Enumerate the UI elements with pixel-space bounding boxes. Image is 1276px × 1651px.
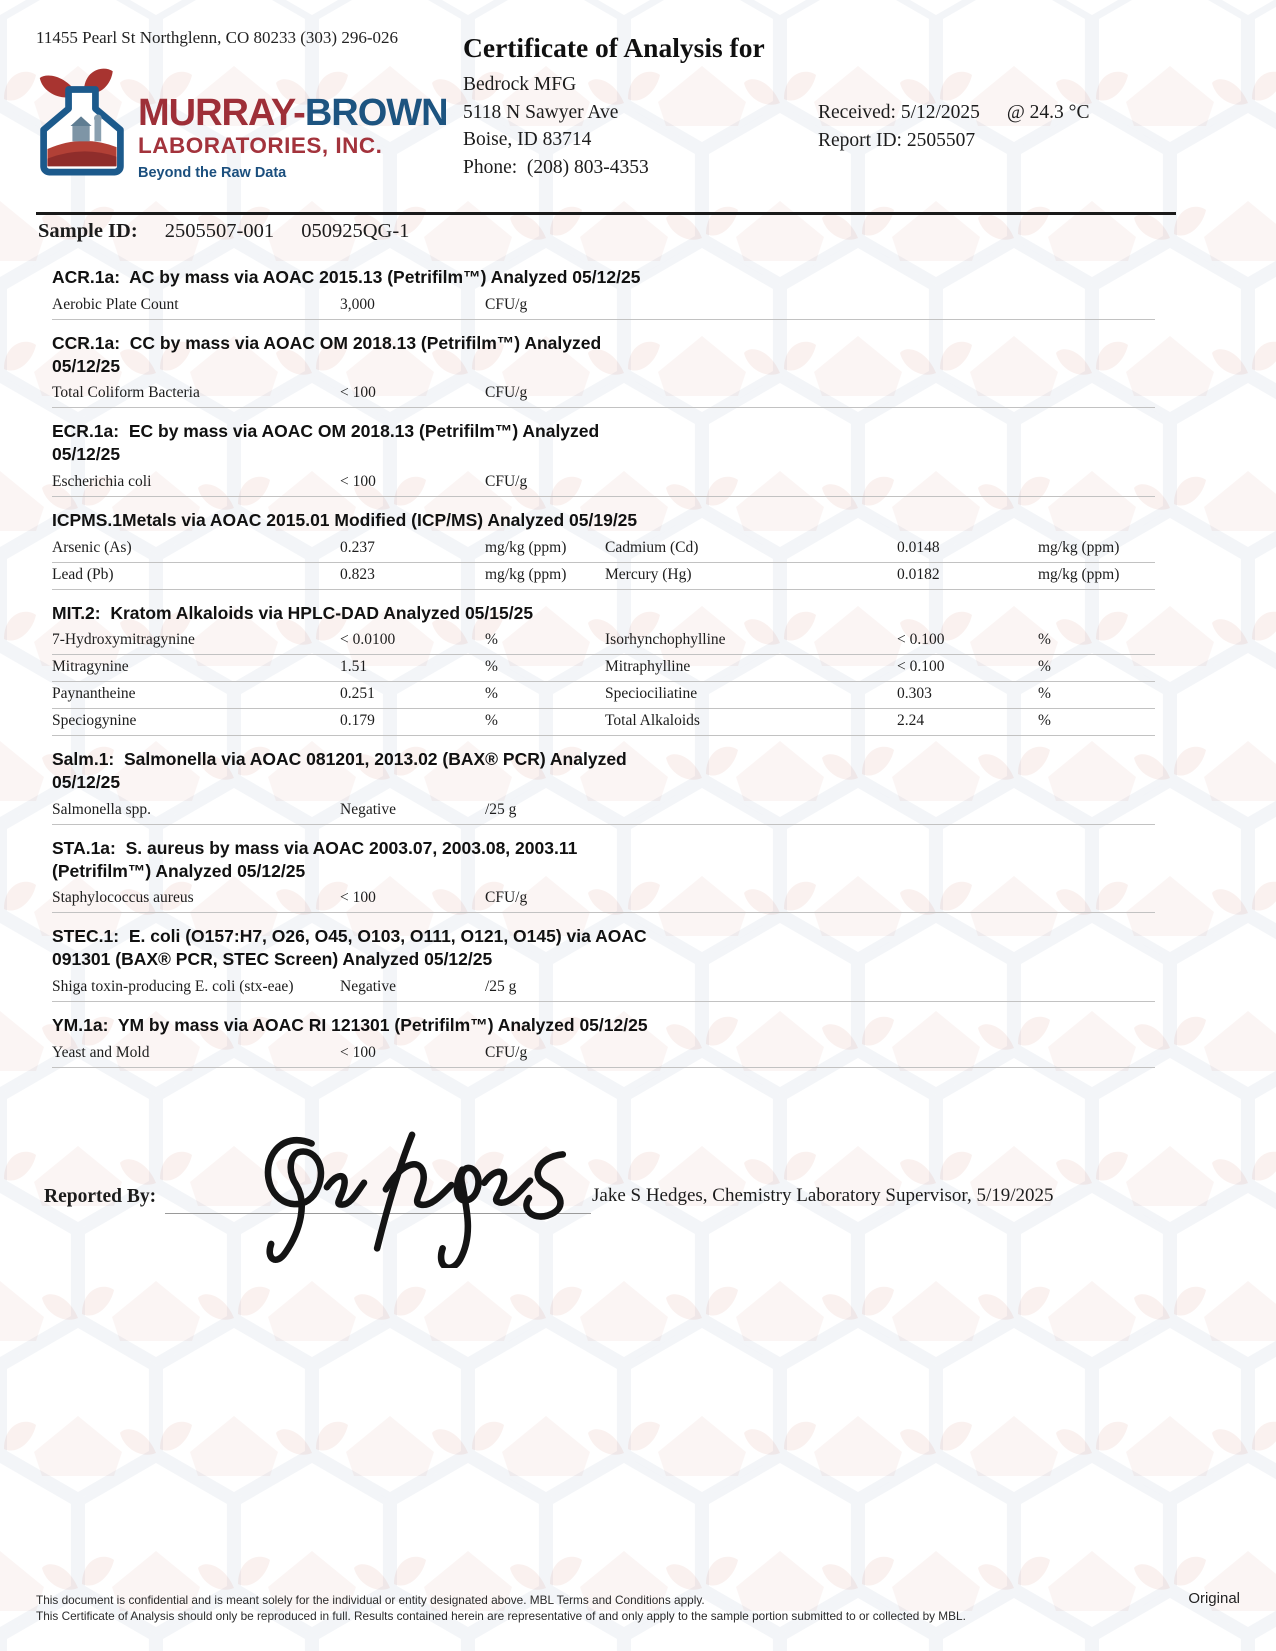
received-temp: @ 24.3 °C <box>1006 102 1090 123</box>
result-unit: % <box>485 631 498 649</box>
signer-title-line: Jake S Hedges, Chemistry Laboratory Supervisor, 5/19/2025 <box>592 1185 1054 1206</box>
certificate-header <box>463 32 765 182</box>
report-id-value: 2505507 <box>906 129 976 151</box>
section-title: STA.1a: S. aureus by mass via AOAC 2003.07, 2003.08, 2003.11 (Petrifilm™) Analyzed 05/12/25 <box>52 837 583 881</box>
result-row <box>52 798 1155 825</box>
result-unit: % <box>1038 685 1051 703</box>
result-row <box>52 293 1155 320</box>
report-id-line <box>818 127 1089 155</box>
received-date: 5/12/2025 <box>900 102 980 123</box>
lab-name-part1: MURRAY- <box>138 92 305 134</box>
result-value: 0.0182 <box>897 565 940 583</box>
analyte-name: Staphylococcus aureus <box>52 889 194 907</box>
analyte-name: Mitraphylline <box>605 658 691 676</box>
analysis-section <box>52 254 1155 320</box>
sections <box>52 254 1155 1068</box>
original-label: Original <box>1188 1590 1240 1607</box>
analyte-name: Mitragynine <box>52 658 129 676</box>
header-divider <box>36 212 1176 215</box>
lab-logo-text <box>138 66 448 191</box>
analysis-section <box>52 497 1155 590</box>
section-title: ICPMS.1Metals via AOAC 2015.01 Modified (ICP/MS) Analyzed 05/19/25 <box>52 509 638 530</box>
section-title: MIT.2: Kratom Alkaloids via HPLC-DAD Analyzed 05/15/25 <box>52 602 534 623</box>
result-value: < 0.0100 <box>340 631 396 649</box>
section-title: ACR.1a: AC by mass via AOAC 2015.13 (Petrifilm™) Analyzed 05/12/25 <box>52 267 641 287</box>
result-value: < 100 <box>340 889 376 907</box>
result-unit: CFU/g <box>485 472 528 490</box>
lab-address-line: 11455 Pearl St Northglenn, CO 80233 (303) 296-026 <box>36 28 399 47</box>
lab-tagline: Beyond the Raw Data <box>138 165 287 181</box>
analysis-section <box>52 408 1155 497</box>
result-value: Negative <box>340 800 396 818</box>
result-row <box>52 655 1155 682</box>
result-unit: /25 g <box>485 800 517 818</box>
result-value: < 100 <box>340 384 376 402</box>
analysis-section <box>52 913 1155 1002</box>
result-value: < 0.100 <box>897 631 945 649</box>
result-unit: CFU/g <box>485 889 528 907</box>
reported-by-label: Reported By: <box>44 1186 157 1207</box>
result-value: 0.179 <box>340 712 375 730</box>
section-title: ECR.1a: EC by mass via AOAC OM 2018.13 (Petrifilm™) Analyzed 05/12/25 <box>52 421 605 464</box>
result-unit: CFU/g <box>485 295 528 313</box>
client-phone: Phone: (208) 803-4353 <box>463 157 649 179</box>
result-unit: mg/kg (ppm) <box>1038 538 1120 556</box>
analyte-name: Aerobic Plate Count <box>52 295 179 313</box>
result-value: 1.51 <box>340 658 368 676</box>
analyte-name: Isorhynchophylline <box>605 631 726 649</box>
result-value: 2.24 <box>897 712 925 730</box>
client-address2: Boise, ID 83714 <box>463 129 592 151</box>
analysis-section <box>52 590 1155 737</box>
sample-id-label: Sample ID: <box>38 220 138 242</box>
result-unit: mg/kg (ppm) <box>485 538 567 556</box>
result-value: < 100 <box>340 472 376 490</box>
result-unit: % <box>1038 712 1051 730</box>
result-value: 0.237 <box>340 538 375 556</box>
analyte-name: Mercury (Hg) <box>605 565 692 583</box>
certificate-title: Certificate of Analysis for <box>463 32 765 63</box>
analyte-name: Cadmium (Cd) <box>605 538 699 556</box>
result-unit: % <box>1038 631 1051 649</box>
analysis-section <box>52 825 1155 914</box>
report-meta <box>818 99 1089 155</box>
analyte-name: Paynantheine <box>52 685 136 703</box>
result-value: 0.303 <box>897 685 932 703</box>
result-value: < 100 <box>340 1043 376 1061</box>
lab-name <box>138 94 448 132</box>
result-row <box>52 975 1155 1002</box>
result-value: < 0.100 <box>897 658 945 676</box>
analysis-section <box>52 320 1155 409</box>
result-unit: /25 g <box>485 977 517 995</box>
analyte-name: Total Coliform Bacteria <box>52 384 200 402</box>
result-unit: CFU/g <box>485 1043 528 1061</box>
result-unit: CFU/g <box>485 384 528 402</box>
lab-subtitle: LABORATORIES, INC. <box>138 133 383 158</box>
result-row <box>52 563 1155 590</box>
result-row <box>52 886 1155 913</box>
analyte-name: 7-Hydroxymitragynine <box>52 631 195 649</box>
footer-line-1: This document is confidential and is meant solely for the individual or entity designated above. MBL Terms and Conditions apply. <box>36 1593 705 1607</box>
result-unit: % <box>1038 658 1051 676</box>
lab-name-part2: BROWN <box>304 92 448 134</box>
analyte-name: Arsenic (As) <box>52 538 132 556</box>
result-unit: % <box>485 712 498 730</box>
lab-logo <box>34 66 448 191</box>
sample-id-value-1: 2505507-001 <box>164 220 275 242</box>
result-unit: % <box>485 685 498 703</box>
received-label: Received: <box>818 102 896 123</box>
result-row <box>52 628 1155 655</box>
received-line <box>818 99 1089 127</box>
result-value: 0.251 <box>340 685 375 703</box>
analyte-name: Speciociliatine <box>605 685 698 703</box>
handwritten-signature <box>248 1126 598 1268</box>
analyte-name: Shiga toxin-producing E. coli (stx-eae) <box>52 977 294 995</box>
flask-logo-icon <box>34 66 130 191</box>
analyte-name: Escherichia coli <box>52 472 152 490</box>
client-address1: 5118 N Sawyer Ave <box>463 101 619 123</box>
result-value: 3,000 <box>340 295 375 313</box>
result-row <box>52 381 1155 408</box>
result-value: 0.823 <box>340 565 375 583</box>
result-row <box>52 470 1155 497</box>
sample-id-value-2: 050925QG-1 <box>301 220 410 242</box>
footer-disclaimer <box>36 1592 1086 1625</box>
report-id-label: Report ID: <box>818 129 902 151</box>
analyte-name: Speciogynine <box>52 712 137 730</box>
section-title: YM.1a: YM by mass via AOAC RI 121301 (Petrifilm™) Analyzed 05/12/25 <box>52 1014 648 1035</box>
analyte-name: Yeast and Mold <box>52 1043 150 1061</box>
analysis-section <box>52 736 1155 825</box>
analyte-name: Total Alkaloids <box>605 712 700 730</box>
result-row <box>52 536 1155 563</box>
section-title: STEC.1: E. coli (O157:H7, O26, O45, O103, O111, O121, O145) via AOAC 091301 (BAX® PCR, STEC Screen) Analyzed 05/12/25 <box>52 926 652 969</box>
sample-id-row <box>38 220 409 243</box>
result-unit: mg/kg (ppm) <box>1038 565 1120 583</box>
result-unit: % <box>485 658 498 676</box>
section-title: Salm.1: Salmonella via AOAC 081201, 2013.02 (BAX® PCR) Analyzed 05/12/25 <box>52 749 632 792</box>
result-value: 0.0148 <box>897 538 940 556</box>
analysis-section <box>52 1002 1155 1068</box>
result-row <box>52 1041 1155 1068</box>
result-row <box>52 682 1155 709</box>
client-name: Bedrock MFG <box>463 74 577 95</box>
result-row <box>52 709 1155 736</box>
result-unit: mg/kg (ppm) <box>485 565 567 583</box>
analyte-name: Salmonella spp. <box>52 800 152 818</box>
result-value: Negative <box>340 977 396 995</box>
footer-line-2: This Certificate of Analysis should only be reproduced in full. Results contained herein are representative of and only apply to the sample portion submitted to or collected by MBL. <box>36 1609 966 1624</box>
analyte-name: Lead (Pb) <box>52 565 114 583</box>
section-title: CCR.1a: CC by mass via AOAC OM 2018.13 (Petrifilm™) Analyzed 05/12/25 <box>52 332 607 376</box>
